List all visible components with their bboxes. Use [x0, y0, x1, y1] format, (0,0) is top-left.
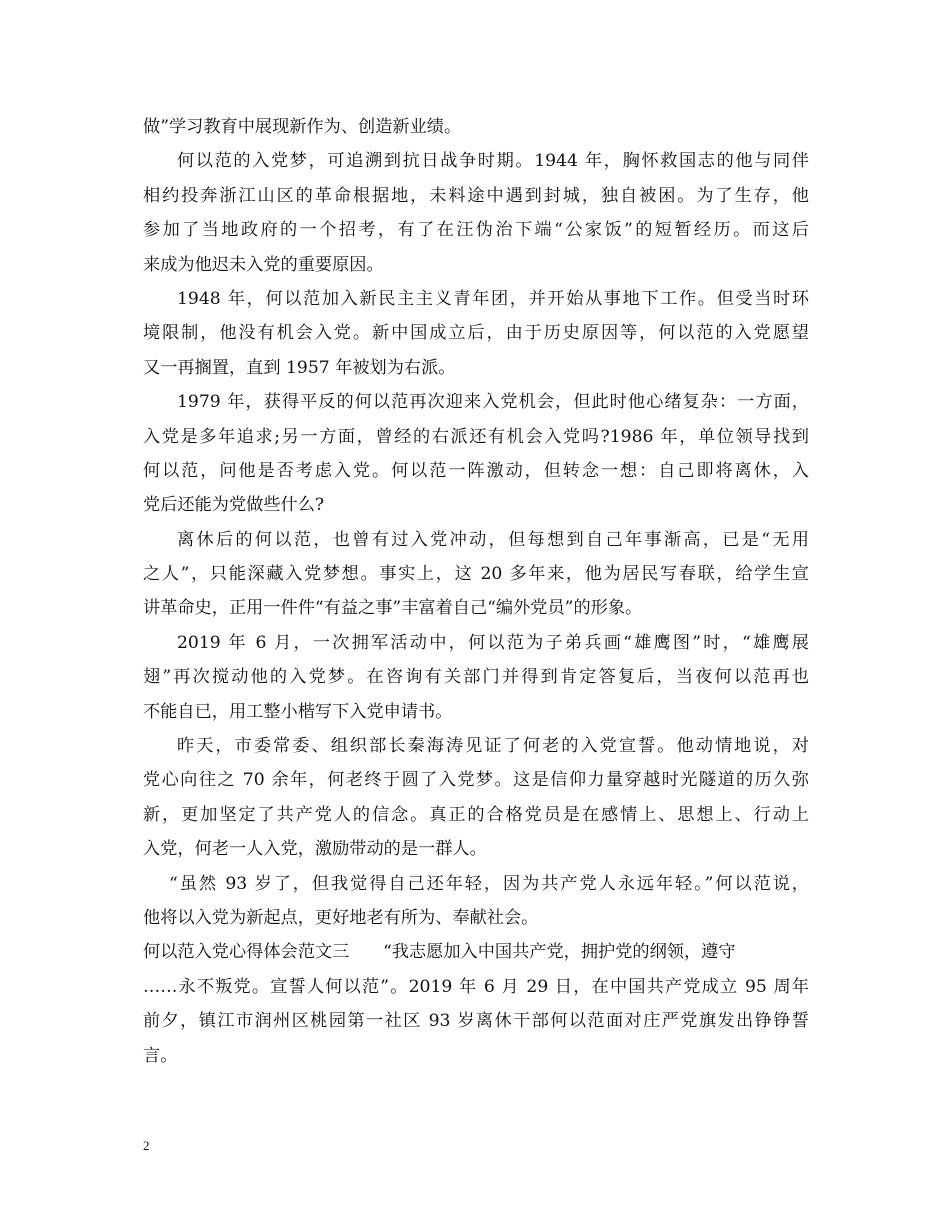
text-line: 境限制，他没有机会入党。新中国成立后，由于历史原因等，何以范的入党愿望: [143, 323, 809, 344]
text-line: 党后还能为党做些什么?: [143, 495, 325, 516]
text-line: 来成为他迟未入党的重要原因。: [143, 254, 384, 275]
text-line: 又一再搁置，直到 1957 年被划为右派。: [143, 357, 456, 378]
text-line: 入党，何老一人入党，激励带动的是一群人。: [143, 839, 487, 860]
text-line: 党心向往之 70 余年，何老终于圆了入党梦。这是信仰力量穿越时光隧道的历久弥: [143, 770, 809, 791]
text-line: 之人”，只能深藏入党梦想。事实上，这 20 多年来，他为居民写春联，给学生宣: [143, 564, 809, 585]
document-body: [143, 110, 809, 1073]
text-line: 昨天，市委常委、组织部长秦海涛见证了何老的入党宣誓。他动情地说，对: [177, 736, 809, 757]
text-line: 他将以入党为新起点，更好地老有所为、奉献社会。: [143, 907, 539, 928]
text-line: 1948 年，何以范加入新民主主义青年团，并开始从事地下工作。但受当时环: [177, 288, 809, 309]
text-line: 讲革命史，正用一件件“有益之事”丰富着自己“编外党员”的形象。: [143, 598, 643, 619]
text-line: 做”学习教育中展现新作为、创造新业绩。: [143, 117, 462, 137]
text-line: 不能自已，用工整小楷写下入党申请书。: [143, 701, 453, 722]
text-line: 何以范，问他是否考虑入党。何以范一阵激动，但转念一想：自己即将离休，入: [143, 460, 809, 481]
text-line: “虽然 93 岁了，但我觉得自己还年轻，因为共产党人永远年轻。”何以范说，: [169, 873, 809, 894]
text-line: 何以范的入党梦，可追溯到抗日战争时期。1944 年，胸怀救国志的他与同伴: [177, 151, 809, 172]
text-line: 离休后的何以范，也曾有过入党冲动，但每想到自己年事渐高，已是“无用: [177, 529, 809, 550]
text-line: 新，更加坚定了共产党人的信念。真正的合格党员是在感情上、思想上、行动上: [143, 804, 809, 825]
text-line: 言。: [143, 1045, 178, 1066]
text-line: 2019 年 6 月，一次拥军活动中，何以范为子弟兵画“雄鹰图”时，“雄鹰展: [177, 632, 809, 653]
text-line: 相约投奔浙江山区的革命根据地，未料途中遇到封城，独自被困。为了生存，他: [143, 185, 809, 206]
text-line: ……永不叛党。宣誓人何以范”。2019 年 6 月 29 日，在中国共产党成立 95 周年: [143, 976, 809, 997]
text-line: 参加了当地政府的一个招考，有了在汪伪治下端“公家饭”的短暂经历。而这后: [143, 220, 809, 241]
text-line: 前夕，镇江市润州区桃园第一社区 93 岁离休干部何以范面对庄严党旗发出铮铮誓: [143, 1011, 809, 1032]
text-line: 翅”再次搅动他的入党梦。在咨询有关部门并得到肯定答复后，当夜何以范再也: [143, 667, 809, 688]
text-line: 入党是多年追求;另一方面，曾经的右派还有机会入党吗?1986 年，单位领导找到: [143, 426, 809, 447]
section-heading-text: “我志愿加入中国共产党，拥护党的纲领，遵守: [383, 942, 736, 963]
text-line: 1979 年，获得平反的何以范再次迎来入党机会，但此时他心绪复杂：一方面，: [177, 392, 809, 413]
paragraph-lines: [143, 110, 809, 935]
tail-lines: [143, 970, 809, 1073]
section-heading-line: [143, 935, 809, 969]
section-heading: 何以范入党心得体会范文三: [143, 942, 350, 963]
page-number: 2: [143, 1138, 150, 1153]
